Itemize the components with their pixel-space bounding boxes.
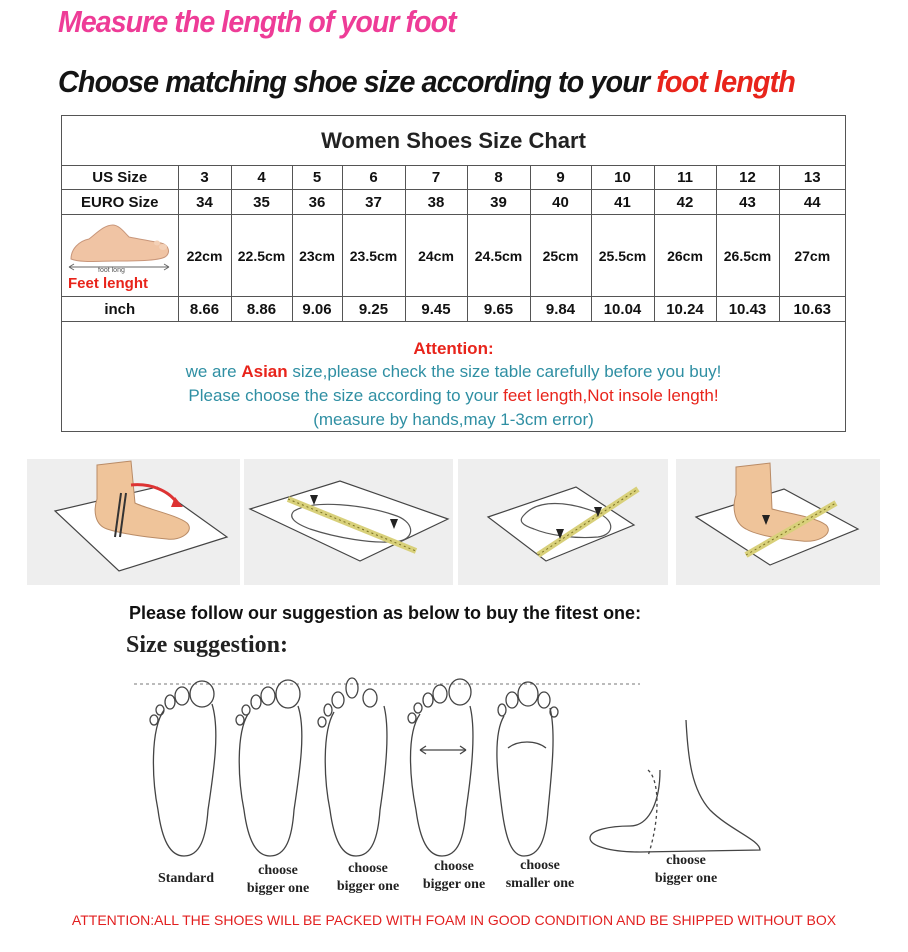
caption-foot-6 xyxy=(642,852,730,888)
cell-us: 4 xyxy=(231,165,292,190)
caption-line1: choose xyxy=(434,859,474,874)
caption-line1: choose xyxy=(520,858,560,873)
chart-title: Women Shoes Size Chart xyxy=(62,116,845,166)
cell-euro: 38 xyxy=(405,190,467,215)
cell-cm: 24cm xyxy=(405,215,467,297)
cell-us: 12 xyxy=(716,165,779,190)
caption-line2: bigger one xyxy=(654,871,718,886)
cell-us: 9 xyxy=(530,165,591,190)
attention-block xyxy=(62,338,845,432)
att-l1-asian: Asian xyxy=(241,362,288,381)
cell-cm: 23cm xyxy=(292,215,342,297)
caption-standard xyxy=(150,870,222,888)
attention-title: Attention: xyxy=(413,339,494,358)
row-label-inch: inch xyxy=(62,297,178,322)
foot-ruler-width-image xyxy=(676,459,880,585)
cell-euro: 43 xyxy=(716,190,779,215)
cell-us: 7 xyxy=(405,165,467,190)
foot-shapes-illustration xyxy=(120,670,770,870)
cell-euro: 44 xyxy=(779,190,845,215)
row-label-euro: EURO Size xyxy=(62,190,178,215)
cell-euro: 37 xyxy=(342,190,405,215)
caption-foot-4 xyxy=(412,858,496,894)
row-inch xyxy=(62,297,845,322)
row-feet-length xyxy=(62,215,845,297)
cell-us: 5 xyxy=(292,165,342,190)
att-l2-feet: feet length xyxy=(503,386,583,405)
att-l1-c: size,please check the size table carefully before you buy! xyxy=(287,362,722,381)
cell-inch: 9.45 xyxy=(405,297,467,322)
caption-foot-5 xyxy=(496,857,584,893)
cell-us: 13 xyxy=(779,165,845,190)
cell-cm: 22.5cm xyxy=(231,215,292,297)
cell-cm: 23.5cm xyxy=(342,215,405,297)
cell-inch: 10.43 xyxy=(716,297,779,322)
cell-inch: 9.84 xyxy=(530,297,591,322)
foot-long-label: foot long xyxy=(98,267,125,274)
foot-outline-ruler-image xyxy=(244,459,453,585)
cell-euro: 39 xyxy=(467,190,530,215)
cell-cm: 26cm xyxy=(654,215,716,297)
foot-width-ruler-image xyxy=(458,459,668,585)
measure-photo-4 xyxy=(676,459,880,585)
feet-length-label: Feet lenght xyxy=(68,275,149,292)
size-table xyxy=(62,165,845,322)
attention-line-3: (measure by hands,may 1-3cm error) xyxy=(313,410,594,429)
row-euro-size xyxy=(62,190,845,215)
cell-us: 6 xyxy=(342,165,405,190)
page-subtitle xyxy=(58,64,795,100)
caption-line2: bigger one xyxy=(422,877,486,892)
cell-us: 11 xyxy=(654,165,716,190)
caption-line1: choose xyxy=(348,861,388,876)
row-label-us: US Size xyxy=(62,165,178,190)
cell-inch: 9.65 xyxy=(467,297,530,322)
cell-inch: 9.25 xyxy=(342,297,405,322)
subtitle-text: Choose matching shoe size according to your xyxy=(58,64,657,99)
measure-photo-2 xyxy=(244,459,453,585)
cell-cm: 25cm xyxy=(530,215,591,297)
att-l1-a: we are xyxy=(185,362,242,381)
caption-line2: bigger one xyxy=(246,881,310,896)
cell-cm: 24.5cm xyxy=(467,215,530,297)
caption-foot-3 xyxy=(326,860,410,896)
size-chart xyxy=(61,115,846,432)
cell-cm: 25.5cm xyxy=(591,215,654,297)
att-l2-a: Please choose the size according to your xyxy=(188,386,504,405)
cell-euro: 35 xyxy=(231,190,292,215)
suggestion-note: Please follow our suggestion as below to buy the fitest one: xyxy=(129,603,642,623)
suggestion-title: Size suggestion: xyxy=(126,632,288,658)
cell-inch: 9.06 xyxy=(292,297,342,322)
attention-line-2 xyxy=(62,384,845,408)
cell-inch: 10.63 xyxy=(779,297,845,322)
cell-us: 8 xyxy=(467,165,530,190)
cell-euro: 40 xyxy=(530,190,591,215)
cell-inch: 10.24 xyxy=(654,297,716,322)
cell-euro: 34 xyxy=(178,190,231,215)
cell-euro: 36 xyxy=(292,190,342,215)
cell-cm: 27cm xyxy=(779,215,845,297)
cell-euro: 41 xyxy=(591,190,654,215)
page-title: Measure the length of your foot xyxy=(58,4,456,39)
caption-line2: bigger one xyxy=(336,879,400,894)
measure-photo-3 xyxy=(458,459,668,585)
row-us-size xyxy=(62,165,845,190)
cell-inch: 8.86 xyxy=(231,297,292,322)
cell-euro: 42 xyxy=(654,190,716,215)
feet-length-label-cell xyxy=(62,215,178,297)
caption-line2: smaller one xyxy=(505,876,575,891)
att-l2-c: ,Not insole length! xyxy=(582,386,719,405)
cell-inch: 8.66 xyxy=(178,297,231,322)
caption-line2: Standard xyxy=(157,871,215,886)
caption-line1: choose xyxy=(666,853,706,868)
caption-foot-2 xyxy=(236,862,320,898)
measure-photo-1 xyxy=(27,459,240,585)
foot-on-paper-image xyxy=(27,459,240,585)
cell-inch: 10.04 xyxy=(591,297,654,322)
subtitle-highlight: foot length xyxy=(656,64,795,99)
footer-notice: ATTENTION:ALL THE SHOES WILL BE PACKED WITH FOAM IN GOOD CONDITION AND BE SHIPPED WITHOUT BOX xyxy=(71,912,837,928)
cell-cm: 22cm xyxy=(178,215,231,297)
cell-us: 10 xyxy=(591,165,654,190)
attention-line-1 xyxy=(62,360,845,384)
cell-cm: 26.5cm xyxy=(716,215,779,297)
caption-line1: choose xyxy=(258,863,298,878)
cell-us: 3 xyxy=(178,165,231,190)
